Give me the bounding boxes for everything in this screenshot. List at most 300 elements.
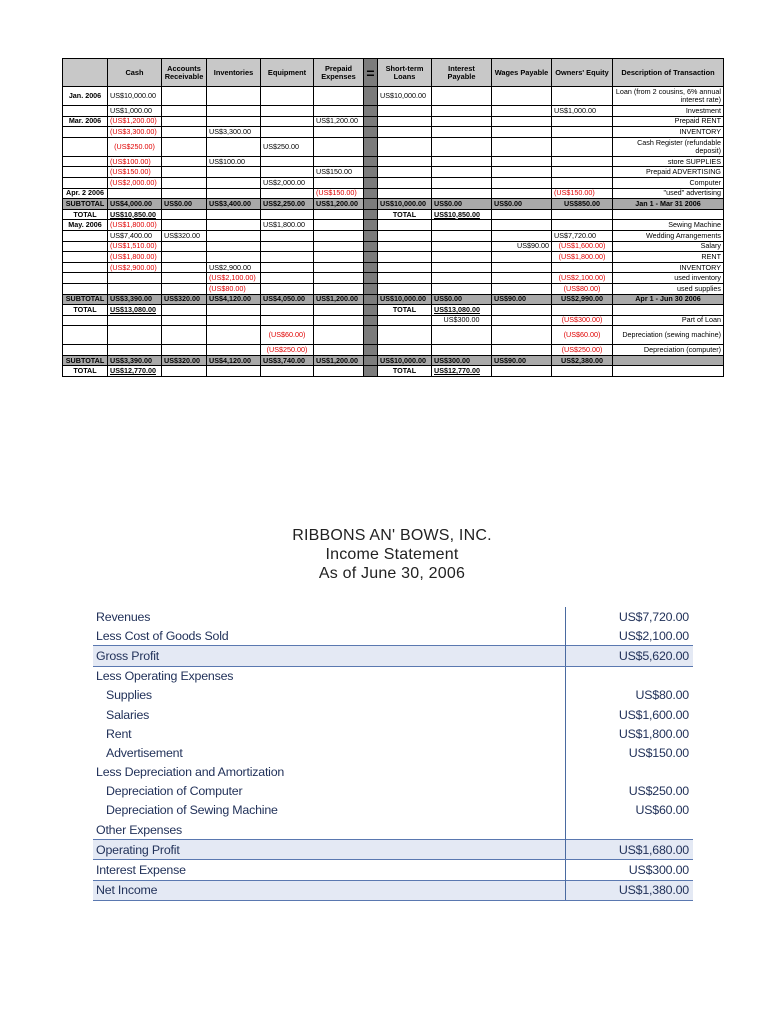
ledger-cell-interest — [432, 230, 492, 241]
ledger-cell-cash: (US$250.00) — [108, 137, 162, 156]
ledger-cell-loans — [378, 315, 432, 326]
ledger-cell-equity: (US$60.00) — [552, 326, 613, 345]
ledger-cell-desc: Sewing Machine — [613, 220, 724, 231]
ledger-cell-wages: US$90.00 — [492, 294, 552, 305]
ledger-cell-prepaid — [314, 262, 364, 273]
income-line-label: Salaries — [106, 707, 150, 722]
ledger-cell-ar — [162, 127, 207, 138]
equals-divider — [364, 305, 378, 316]
ledger-row — [63, 156, 724, 167]
equals-divider — [364, 294, 378, 305]
ledger-cell-desc: Jan 1 - Mar 31 2006 — [613, 199, 724, 210]
equals-divider — [364, 209, 378, 220]
ledger-cell-equip — [261, 366, 314, 377]
ledger-cell-desc: Apr 1 - Jun 30 2006 — [613, 294, 724, 305]
ledger-cell-inv — [207, 167, 261, 178]
ledger-row-label — [63, 106, 108, 117]
ledger-cell-desc: Prepaid ADVERTISING — [613, 167, 724, 178]
ledger-row-label — [63, 262, 108, 273]
ledger-header-ar: Accounts Receivable — [162, 59, 207, 87]
ledger-cell-prepaid: US$150.00 — [314, 167, 364, 178]
ledger-cell-cash — [108, 283, 162, 294]
equals-divider — [364, 116, 378, 127]
ledger-cell-wages — [492, 106, 552, 117]
income-line-amount: US$5,620.00 — [566, 646, 694, 666]
income-line-label: Other Expenses — [96, 822, 183, 837]
ledger-cell-cash: US$7,400.00 — [108, 230, 162, 241]
ledger-cell-interest — [432, 241, 492, 252]
income-line-amount: US$2,100.00 — [566, 626, 694, 646]
ledger-header-description: Description of Transaction — [613, 59, 724, 87]
ledger-header-wages: Wages Payable — [492, 59, 552, 87]
ledger-cell-cash: (US$1,800.00) — [108, 252, 162, 263]
ledger-cell-equity — [552, 220, 613, 231]
ledger-cell-inv — [207, 177, 261, 188]
ledger-row — [63, 209, 724, 220]
ledger-cell-interest — [432, 262, 492, 273]
ledger-cell-desc: used inventory — [613, 273, 724, 284]
ledger-cell-cash: (US$2,900.00) — [108, 262, 162, 273]
ledger-cell-cash: US$3,390.00 — [108, 294, 162, 305]
ledger-cell-inv: US$4,120.00 — [207, 355, 261, 366]
equals-divider — [364, 355, 378, 366]
equals-divider — [364, 366, 378, 377]
ledger-cell-equip — [261, 230, 314, 241]
ledger-cell-ar — [162, 87, 207, 106]
ledger-cell-inv — [207, 305, 261, 316]
income-line-amount: US$60.00 — [566, 801, 694, 820]
ledger-cell-desc — [613, 209, 724, 220]
ledger-cell-interest: US$10,850.00 — [432, 209, 492, 220]
ledger-cell-ar — [162, 106, 207, 117]
ledger-cell-desc — [613, 366, 724, 377]
ledger-cell-cash: (US$3,300.00) — [108, 127, 162, 138]
ledger-cell-inv — [207, 137, 261, 156]
ledger-cell-equity — [552, 262, 613, 273]
ledger-row — [63, 116, 724, 127]
ledger-row-label: Mar. 2006 — [63, 116, 108, 127]
ledger-cell-wages: US$0.00 — [492, 199, 552, 210]
income-line-label: Depreciation of Sewing Machine — [106, 803, 278, 818]
income-line-label: Gross Profit — [93, 646, 566, 666]
income-line-label: Less Cost of Goods Sold — [96, 628, 229, 643]
ledger-cell-interest — [432, 137, 492, 156]
ledger-cell-prepaid: (US$150.00) — [314, 188, 364, 199]
ledger-cell-desc — [613, 355, 724, 366]
ledger-row — [63, 345, 724, 356]
ledger-cell-prepaid — [314, 273, 364, 284]
ledger-row — [63, 127, 724, 138]
ledger-cell-loans: US$10,000.00 — [378, 355, 432, 366]
ledger-cell-ar — [162, 241, 207, 252]
income-line-amount: US$1,800.00 — [566, 724, 694, 743]
ledger-cell-loans: US$10,000.00 — [378, 87, 432, 106]
income-line-amount: US$300.00 — [566, 860, 694, 880]
ledger-cell-ar — [162, 177, 207, 188]
ledger-row-label: SUBTOTAL — [63, 355, 108, 366]
ledger-cell-equip — [261, 315, 314, 326]
ledger-cell-inv — [207, 220, 261, 231]
ledger-cell-wages — [492, 366, 552, 377]
ledger-row — [63, 230, 724, 241]
ledger-cell-equip: US$2,000.00 — [261, 177, 314, 188]
ledger-cell-equity: US$1,000.00 — [552, 106, 613, 117]
ledger-header-cash: Cash — [108, 59, 162, 87]
equals-divider — [364, 262, 378, 273]
ledger-cell-wages — [492, 305, 552, 316]
ledger-row — [63, 283, 724, 294]
ledger-cell-loans — [378, 177, 432, 188]
ledger-cell-prepaid — [314, 106, 364, 117]
ledger-cell-cash: (US$1,800.00) — [108, 220, 162, 231]
income-line-amount: US$250.00 — [566, 782, 694, 801]
ledger-cell-ar — [162, 262, 207, 273]
ledger-cell-loans: US$10,000.00 — [378, 199, 432, 210]
ledger-cell-equity: US$7,720.00 — [552, 230, 613, 241]
ledger-cell-desc: INVENTORY — [613, 127, 724, 138]
ledger-cell-loans: TOTAL — [378, 366, 432, 377]
ledger-cell-wages — [492, 315, 552, 326]
ledger-cell-ar — [162, 326, 207, 345]
ledger-row — [63, 326, 724, 345]
ledger-cell-equip — [261, 209, 314, 220]
ledger-cell-ar — [162, 167, 207, 178]
ledger-row-label — [63, 156, 108, 167]
ledger-cell-prepaid — [314, 366, 364, 377]
ledger-cell-loans — [378, 262, 432, 273]
equals-divider — [364, 273, 378, 284]
ledger-cell-ar — [162, 315, 207, 326]
ledger-row-label — [63, 273, 108, 284]
ledger-cell-cash: US$13,080.00 — [108, 305, 162, 316]
ledger-cell-interest: US$0.00 — [432, 294, 492, 305]
ledger-cell-cash: US$4,000.00 — [108, 199, 162, 210]
ledger-cell-loans — [378, 156, 432, 167]
ledger-row-label — [63, 315, 108, 326]
income-line — [93, 801, 693, 820]
ledger-cell-prepaid — [314, 87, 364, 106]
ledger-cell-equip — [261, 87, 314, 106]
ledger-cell-interest — [432, 283, 492, 294]
ledger-cell-loans: TOTAL — [378, 305, 432, 316]
statement-date: As of June 30, 2006 — [318, 565, 466, 582]
ledger-row-label: SUBTOTAL — [63, 294, 108, 305]
ledger-cell-inv — [207, 87, 261, 106]
ledger-row — [63, 137, 724, 156]
ledger-cell-loans — [378, 241, 432, 252]
ledger-cell-inv: (US$2,100.00) — [207, 273, 261, 284]
ledger-cell-equip — [261, 283, 314, 294]
ledger-cell-inv: US$100.00 — [207, 156, 261, 167]
ledger-cell-equip — [261, 252, 314, 263]
ledger-row — [63, 87, 724, 106]
ledger-cell-wages — [492, 127, 552, 138]
ledger-cell-ar — [162, 345, 207, 356]
income-line — [93, 860, 693, 880]
income-line-amount: US$1,600.00 — [566, 705, 694, 724]
ledger-row-label: TOTAL — [63, 366, 108, 377]
ledger-cell-desc — [613, 305, 724, 316]
ledger-cell-wages — [492, 87, 552, 106]
ledger-cell-equity — [552, 366, 613, 377]
ledger-cell-inv — [207, 315, 261, 326]
equals-divider — [364, 137, 378, 156]
ledger-cell-equip: US$3,740.00 — [261, 355, 314, 366]
ledger-cell-prepaid — [314, 230, 364, 241]
ledger-cell-desc: "used" advertising — [613, 188, 724, 199]
income-line-amount: US$1,680.00 — [566, 840, 694, 860]
ledger-cell-inv — [207, 241, 261, 252]
ledger-cell-interest — [432, 252, 492, 263]
ledger-row — [63, 366, 724, 377]
ledger-cell-loans — [378, 230, 432, 241]
ledger-cell-equity — [552, 209, 613, 220]
ledger-cell-interest: US$13,080.00 — [432, 305, 492, 316]
equals-divider — [364, 220, 378, 231]
ledger-cell-prepaid: US$1,200.00 — [314, 355, 364, 366]
ledger-cell-desc: Part of Loan — [613, 315, 724, 326]
income-line-amount: US$1,380.00 — [566, 880, 694, 900]
ledger-cell-cash: (US$1,200.00) — [108, 116, 162, 127]
ledger-cell-wages — [492, 116, 552, 127]
ledger-cell-prepaid: US$1,200.00 — [314, 199, 364, 210]
ledger-cell-ar — [162, 209, 207, 220]
income-line — [93, 626, 693, 646]
equals-divider — [364, 241, 378, 252]
ledger-cell-cash: US$10,000.00 — [108, 87, 162, 106]
ledger-cell-prepaid — [314, 305, 364, 316]
ledger-row-label: SUBTOTAL — [63, 199, 108, 210]
ledger-cell-wages — [492, 262, 552, 273]
equals-divider — [364, 345, 378, 356]
ledger-cell-wages — [492, 137, 552, 156]
ledger-cell-interest: US$300.00 — [432, 315, 492, 326]
ledger-cell-equip: US$4,050.00 — [261, 294, 314, 305]
equals-divider — [364, 188, 378, 199]
ledger-row — [63, 273, 724, 284]
income-line-label: Less Operating Expenses — [96, 669, 234, 684]
ledger-cell-ar — [162, 273, 207, 284]
ledger-cell-interest — [432, 188, 492, 199]
ledger-cell-equip: US$250.00 — [261, 137, 314, 156]
ledger-row-label — [63, 241, 108, 252]
ledger-cell-equip — [261, 116, 314, 127]
ledger-cell-cash — [108, 273, 162, 284]
ledger-cell-equity: (US$2,100.00) — [552, 273, 613, 284]
ledger-cell-equip — [261, 188, 314, 199]
ledger-cell-wages — [492, 326, 552, 345]
ledger-cell-interest — [432, 127, 492, 138]
ledger-cell-ar: US$0.00 — [162, 199, 207, 210]
ledger-cell-loans: TOTAL — [378, 209, 432, 220]
equals-divider — [364, 283, 378, 294]
ledger-header-row — [63, 59, 724, 87]
ledger-row — [63, 252, 724, 263]
equals-divider — [364, 156, 378, 167]
ledger-cell-wages — [492, 188, 552, 199]
income-line-amount: US$7,720.00 — [566, 607, 694, 626]
statement-title: Income Statement — [325, 546, 459, 563]
ledger-cell-prepaid — [314, 315, 364, 326]
ledger-header-interest: Interest Payable — [432, 59, 492, 87]
ledger-cell-inv — [207, 326, 261, 345]
ledger-cell-wages — [492, 345, 552, 356]
ledger-cell-prepaid — [314, 177, 364, 188]
ledger-cell-cash — [108, 315, 162, 326]
income-statement-table — [93, 607, 693, 901]
ledger-cell-inv — [207, 188, 261, 199]
ledger-cell-equity: (US$1,800.00) — [552, 252, 613, 263]
ledger-cell-desc: Cash Register (refundable deposit) — [613, 137, 724, 156]
ledger-row-label — [63, 230, 108, 241]
ledger-header-loans: Short-term Loans — [378, 59, 432, 87]
ledger-cell-ar — [162, 366, 207, 377]
ledger-cell-wages — [492, 252, 552, 263]
ledger-row-label — [63, 177, 108, 188]
ledger-cell-loans — [378, 283, 432, 294]
income-line — [93, 686, 693, 705]
income-line — [93, 880, 693, 900]
ledger-cell-interest — [432, 220, 492, 231]
ledger-cell-prepaid — [314, 137, 364, 156]
income-line-amount — [566, 820, 694, 840]
ledger-cell-wages — [492, 230, 552, 241]
income-line-label: Interest Expense — [96, 863, 186, 878]
ledger-cell-interest — [432, 326, 492, 345]
company-name: RIBBONS AN' BOWS, INC. — [292, 527, 492, 544]
ledger-cell-loans — [378, 106, 432, 117]
ledger-cell-interest — [432, 106, 492, 117]
ledger-cell-cash: US$12,770.00 — [108, 366, 162, 377]
ledger-cell-equity: (US$150.00) — [552, 188, 613, 199]
ledger-cell-cash — [108, 345, 162, 356]
ledger-header-label — [63, 59, 108, 87]
ledger-cell-prepaid — [314, 252, 364, 263]
ledger-cell-desc: RENT — [613, 252, 724, 263]
equals-divider — [364, 315, 378, 326]
ledger-row — [63, 167, 724, 178]
ledger-row — [63, 315, 724, 326]
income-line-amount — [566, 666, 694, 686]
ledger-cell-equity: (US$300.00) — [552, 315, 613, 326]
ledger-cell-interest — [432, 273, 492, 284]
ledger-cell-equip — [261, 262, 314, 273]
equals-divider — [364, 252, 378, 263]
ledger-cell-prepaid — [314, 156, 364, 167]
ledger-cell-prepaid — [314, 283, 364, 294]
income-line — [93, 840, 693, 860]
ledger-cell-loans — [378, 167, 432, 178]
ledger-cell-wages — [492, 220, 552, 231]
ledger-row — [63, 106, 724, 117]
ledger-cell-prepaid — [314, 326, 364, 345]
ledger-cell-interest: US$12,770.00 — [432, 366, 492, 377]
ledger-cell-cash: (US$100.00) — [108, 156, 162, 167]
ledger-header-equity: Owners' Equity — [552, 59, 613, 87]
ledger-cell-desc: Investment — [613, 106, 724, 117]
ledger-cell-prepaid — [314, 209, 364, 220]
ledger-cell-equity: US$850.00 — [552, 199, 613, 210]
ledger-cell-interest — [432, 345, 492, 356]
ledger-row-label: TOTAL — [63, 209, 108, 220]
ledger-header-equipment: Equipment — [261, 59, 314, 87]
ledger-cell-cash: (US$1,510.00) — [108, 241, 162, 252]
ledger-cell-ar — [162, 283, 207, 294]
ledger-row — [63, 355, 724, 366]
ledger-cell-desc: Loan (from 2 cousins, 6% annual interest rate) — [613, 87, 724, 106]
ledger-cell-interest — [432, 116, 492, 127]
ledger-cell-desc: used supplies — [613, 283, 724, 294]
ledger-cell-cash: US$10,850.00 — [108, 209, 162, 220]
ledger-cell-loans — [378, 273, 432, 284]
income-line — [93, 820, 693, 840]
ledger-cell-desc: store SUPPLIES — [613, 156, 724, 167]
ledger-cell-loans — [378, 127, 432, 138]
income-line-amount — [566, 763, 694, 782]
income-line-amount: US$80.00 — [566, 686, 694, 705]
income-statement-title-block — [0, 526, 768, 583]
ledger-header-prepaid: Prepaid Expenses — [314, 59, 364, 87]
ledger-cell-interest — [432, 167, 492, 178]
ledger-cell-equity: US$2,380.00 — [552, 355, 613, 366]
income-line-label: Revenues — [96, 609, 151, 624]
equals-sign: = — [364, 59, 378, 87]
ledger-row — [63, 294, 724, 305]
ledger-cell-equity — [552, 137, 613, 156]
ledger-row-label — [63, 167, 108, 178]
ledger-cell-equity — [552, 156, 613, 167]
ledger-cell-equip: (US$250.00) — [261, 345, 314, 356]
ledger-cell-wages — [492, 156, 552, 167]
ledger-cell-inv — [207, 345, 261, 356]
ledger-cell-desc: Salary — [613, 241, 724, 252]
ledger-row-label: Jan. 2006 — [63, 87, 108, 106]
ledger-cell-prepaid: US$1,200.00 — [314, 116, 364, 127]
equals-divider — [364, 87, 378, 106]
ledger-cell-ar: US$320.00 — [162, 355, 207, 366]
equals-divider — [364, 326, 378, 345]
income-line-label: Less Depreciation and Amortization — [96, 765, 285, 780]
ledger-cell-cash: (US$150.00) — [108, 167, 162, 178]
income-line-label: Operating Profit — [93, 840, 566, 860]
ledger-cell-prepaid — [314, 127, 364, 138]
income-line — [93, 607, 693, 626]
ledger-cell-ar — [162, 116, 207, 127]
equals-divider — [364, 199, 378, 210]
ledger-row — [63, 199, 724, 210]
ledger-row — [63, 177, 724, 188]
income-line-label: Supplies — [106, 688, 152, 703]
equals-divider — [364, 230, 378, 241]
income-line — [93, 705, 693, 724]
ledger-cell-loans — [378, 252, 432, 263]
ledger-cell-interest: US$0.00 — [432, 199, 492, 210]
ledger-row-label — [63, 127, 108, 138]
ledger-cell-desc: INVENTORY — [613, 262, 724, 273]
income-line — [93, 724, 693, 743]
income-line-label: Net Income — [93, 880, 566, 900]
ledger-cell-loans: US$10,000.00 — [378, 294, 432, 305]
ledger-cell-desc: Depreciation (computer) — [613, 345, 724, 356]
ledger-cell-inv — [207, 252, 261, 263]
ledger-cell-desc: Prepaid RENT — [613, 116, 724, 127]
ledger-cell-loans — [378, 116, 432, 127]
ledger-cell-equity — [552, 116, 613, 127]
ledger-cell-loans — [378, 326, 432, 345]
ledger-cell-wages — [492, 167, 552, 178]
ledger-cell-prepaid — [314, 241, 364, 252]
ledger-cell-equity: (US$250.00) — [552, 345, 613, 356]
